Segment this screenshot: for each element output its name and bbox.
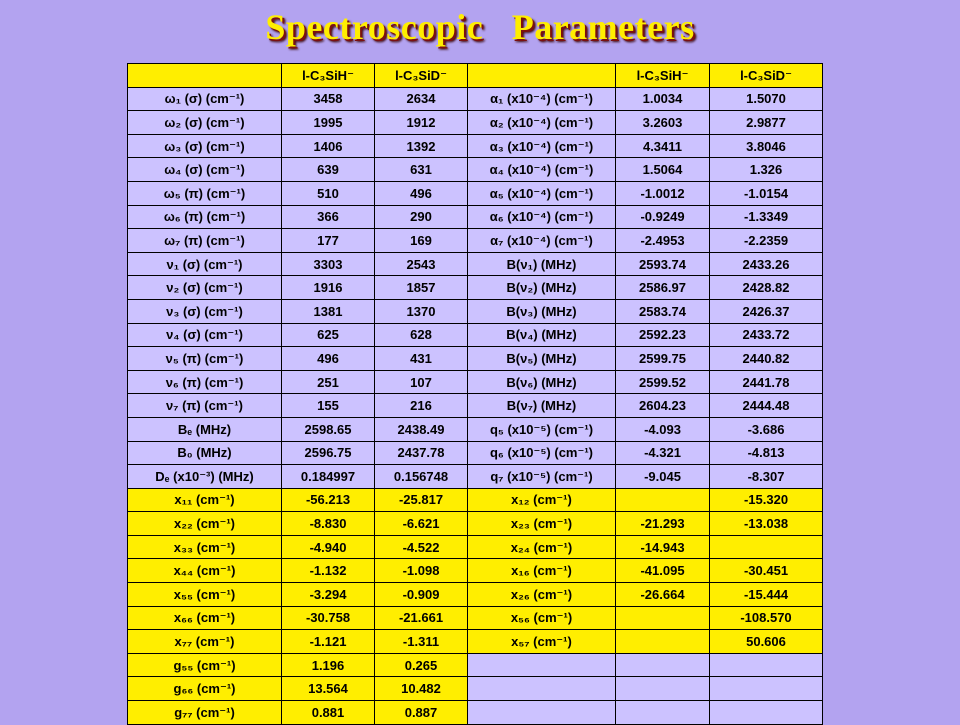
col-d-value-2: -108.570 [710,606,823,630]
row-label-2: q₅ (x10⁻⁵) (cm⁻¹) [468,417,616,441]
col-h-value-2: -0.9249 [616,205,710,229]
col-h-value: 3303 [282,252,375,276]
row-label-2: α₄ (x10⁻⁴) (cm⁻¹) [468,158,616,182]
row-label-2: x₂₄ (cm⁻¹) [468,535,616,559]
row-label: ν₂ (σ) (cm⁻¹) [128,276,282,300]
col-d-value-2 [710,677,823,701]
col-d-value: 1370 [375,299,468,323]
col-h-value-2: 2604.23 [616,394,710,418]
row-label: ν₄ (σ) (cm⁻¹) [128,323,282,347]
table-row [128,677,823,701]
col-h-value-2 [616,653,710,677]
parameters-table [127,63,823,725]
col-h-value-2: 1.0034 [616,87,710,111]
col-h-value-2: 4.3411 [616,134,710,158]
table-row [128,299,823,323]
col-d-value-2: 2441.78 [710,370,823,394]
col-d-value-2: 2.9877 [710,111,823,135]
col-h-value-2 [616,488,710,512]
col-h-value-2: -26.664 [616,583,710,607]
table-row [128,653,823,677]
column-header: l-C₃SiH⁻ [282,64,375,88]
row-label: ν₁ (σ) (cm⁻¹) [128,252,282,276]
row-label-2: B(ν₂) (MHz) [468,276,616,300]
col-h-value: 1381 [282,299,375,323]
col-d-value: 290 [375,205,468,229]
col-d-value: 2543 [375,252,468,276]
row-label-2: B(ν₇) (MHz) [468,394,616,418]
row-label: ω₂ (σ) (cm⁻¹) [128,111,282,135]
col-d-value: -25.817 [375,488,468,512]
row-label: x₄₄ (cm⁻¹) [128,559,282,583]
col-d-value-2: -1.3349 [710,205,823,229]
row-label-2 [468,701,616,725]
col-h-value-2: 2586.97 [616,276,710,300]
col-h-value-2 [616,701,710,725]
column-header: l-C₃SiD⁻ [710,64,823,88]
col-d-value: 107 [375,370,468,394]
col-h-value: -56.213 [282,488,375,512]
col-d-value-2 [710,535,823,559]
col-d-value-2 [710,701,823,725]
col-h-value: 0.881 [282,701,375,725]
col-h-value-2: 1.5064 [616,158,710,182]
column-header: l-C₃SiH⁻ [616,64,710,88]
row-label-2: q₇ (x10⁻⁵) (cm⁻¹) [468,465,616,489]
row-label: ω₆ (π) (cm⁻¹) [128,205,282,229]
col-h-value-2: 3.2603 [616,111,710,135]
col-h-value: 1995 [282,111,375,135]
row-label: ν₇ (π) (cm⁻¹) [128,394,282,418]
row-label-2: α₁ (x10⁻⁴) (cm⁻¹) [468,87,616,111]
row-label-2: x₅₇ (cm⁻¹) [468,630,616,654]
col-d-value-2: -30.451 [710,559,823,583]
col-d-value-2: -13.038 [710,512,823,536]
table-row [128,559,823,583]
col-h-value: 496 [282,347,375,371]
row-label: x₇₇ (cm⁻¹) [128,630,282,654]
col-h-value: 1406 [282,134,375,158]
col-d-value: -6.621 [375,512,468,536]
row-label-2: x₂₃ (cm⁻¹) [468,512,616,536]
row-label: ω₃ (σ) (cm⁻¹) [128,134,282,158]
column-header [128,64,282,88]
col-d-value: 216 [375,394,468,418]
col-h-value-2: -21.293 [616,512,710,536]
col-d-value-2: 3.8046 [710,134,823,158]
col-h-value-2: -4.321 [616,441,710,465]
column-header [468,64,616,88]
col-d-value: 0.156748 [375,465,468,489]
row-label: x₅₅ (cm⁻¹) [128,583,282,607]
table-row [128,465,823,489]
row-label: ω₅ (π) (cm⁻¹) [128,181,282,205]
col-d-value-2 [710,653,823,677]
row-label-2: α₅ (x10⁻⁴) (cm⁻¹) [468,181,616,205]
table-row [128,488,823,512]
col-h-value: 639 [282,158,375,182]
col-h-value-2: -9.045 [616,465,710,489]
col-h-value: 13.564 [282,677,375,701]
row-label: B₀ (MHz) [128,441,282,465]
col-d-value: 1392 [375,134,468,158]
row-label: ν₃ (σ) (cm⁻¹) [128,299,282,323]
col-h-value: 155 [282,394,375,418]
col-d-value: 1857 [375,276,468,300]
col-h-value: 1916 [282,276,375,300]
row-label: ω₄ (σ) (cm⁻¹) [128,158,282,182]
col-d-value-2: -3.686 [710,417,823,441]
row-label-2: B(ν₁) (MHz) [468,252,616,276]
row-label: g₇₇ (cm⁻¹) [128,701,282,725]
col-d-value: 2634 [375,87,468,111]
col-d-value: -1.098 [375,559,468,583]
col-h-value: 3458 [282,87,375,111]
col-d-value: 2437.78 [375,441,468,465]
table-row [128,252,823,276]
col-d-value: -1.311 [375,630,468,654]
table-row [128,441,823,465]
row-label: Bₑ (MHz) [128,417,282,441]
table-row [128,276,823,300]
row-label-2 [468,653,616,677]
row-label-2: α₃ (x10⁻⁴) (cm⁻¹) [468,134,616,158]
col-h-value-2 [616,677,710,701]
col-h-value-2: 2599.52 [616,370,710,394]
table-row [128,323,823,347]
col-d-value-2: 1.5070 [710,87,823,111]
col-d-value-2: 2440.82 [710,347,823,371]
col-h-value-2 [616,606,710,630]
col-h-value: 2596.75 [282,441,375,465]
col-d-value-2: 2428.82 [710,276,823,300]
table-row [128,606,823,630]
table-row [128,417,823,441]
row-label-2: α₆ (x10⁻⁴) (cm⁻¹) [468,205,616,229]
row-label: Dₑ (x10⁻³) (MHz) [128,465,282,489]
col-d-value-2: 2426.37 [710,299,823,323]
table-row [128,111,823,135]
row-label-2: x₅₆ (cm⁻¹) [468,606,616,630]
row-label: ω₇ (π) (cm⁻¹) [128,229,282,253]
col-d-value: 628 [375,323,468,347]
col-d-value: 431 [375,347,468,371]
col-h-value: 1.196 [282,653,375,677]
slide-title: Spectroscopic Parameters [265,7,695,47]
col-d-value-2: -2.2359 [710,229,823,253]
col-d-value-2: 2444.48 [710,394,823,418]
col-h-value-2: 2599.75 [616,347,710,371]
col-d-value: 2438.49 [375,417,468,441]
row-label: x₂₂ (cm⁻¹) [128,512,282,536]
col-d-value: 631 [375,158,468,182]
row-label-2: x₂₆ (cm⁻¹) [468,583,616,607]
col-h-value-2: -41.095 [616,559,710,583]
col-d-value-2: -15.320 [710,488,823,512]
table-row [128,630,823,654]
col-d-value: -4.522 [375,535,468,559]
table-row [128,394,823,418]
col-d-value: 496 [375,181,468,205]
col-d-value: 169 [375,229,468,253]
col-h-value: 510 [282,181,375,205]
col-d-value: -0.909 [375,583,468,607]
table-row [128,370,823,394]
row-label-2: α₂ (x10⁻⁴) (cm⁻¹) [468,111,616,135]
col-h-value-2 [616,630,710,654]
col-d-value-2: -15.444 [710,583,823,607]
col-d-value: -21.661 [375,606,468,630]
col-d-value: 0.887 [375,701,468,725]
col-h-value: -8.830 [282,512,375,536]
row-label: ν₆ (π) (cm⁻¹) [128,370,282,394]
row-label: ω₁ (σ) (cm⁻¹) [128,87,282,111]
row-label: ν₅ (π) (cm⁻¹) [128,347,282,371]
col-d-value-2: 2433.26 [710,252,823,276]
row-label-2: x₁₆ (cm⁻¹) [468,559,616,583]
table-row [128,205,823,229]
col-h-value: -1.132 [282,559,375,583]
col-h-value-2: -1.0012 [616,181,710,205]
col-h-value-2: -14.943 [616,535,710,559]
table-row [128,512,823,536]
row-label-2: B(ν₆) (MHz) [468,370,616,394]
table-row [128,535,823,559]
col-h-value: 251 [282,370,375,394]
row-label: g₅₅ (cm⁻¹) [128,653,282,677]
col-h-value: -1.121 [282,630,375,654]
row-label: g₆₆ (cm⁻¹) [128,677,282,701]
table-row [128,134,823,158]
col-h-value: -4.940 [282,535,375,559]
col-h-value-2: -4.093 [616,417,710,441]
col-d-value-2: 1.326 [710,158,823,182]
row-label-2: B(ν₄) (MHz) [468,323,616,347]
row-label-2 [468,677,616,701]
col-h-value: -3.294 [282,583,375,607]
col-h-value: 177 [282,229,375,253]
row-label-2: x₁₂ (cm⁻¹) [468,488,616,512]
header-row [128,64,823,88]
col-h-value: -30.758 [282,606,375,630]
table-row [128,583,823,607]
row-label-2: q₆ (x10⁻⁵) (cm⁻¹) [468,441,616,465]
col-d-value: 10.482 [375,677,468,701]
col-d-value-2: -8.307 [710,465,823,489]
column-header: l-C₃SiD⁻ [375,64,468,88]
row-label: x₆₆ (cm⁻¹) [128,606,282,630]
row-label-2: B(ν₅) (MHz) [468,347,616,371]
row-label: x₁₁ (cm⁻¹) [128,488,282,512]
row-label-2: α₇ (x10⁻⁴) (cm⁻¹) [468,229,616,253]
col-d-value-2: -4.813 [710,441,823,465]
row-label-2: B(ν₃) (MHz) [468,299,616,323]
table-row [128,87,823,111]
col-h-value-2: -2.4953 [616,229,710,253]
col-d-value-2: 2433.72 [710,323,823,347]
row-label: x₃₃ (cm⁻¹) [128,535,282,559]
col-h-value: 366 [282,205,375,229]
col-d-value: 0.265 [375,653,468,677]
table-row [128,158,823,182]
table-row [128,229,823,253]
col-h-value: 0.184997 [282,465,375,489]
table-row [128,347,823,371]
col-h-value-2: 2592.23 [616,323,710,347]
col-h-value-2: 2593.74 [616,252,710,276]
table-row [128,181,823,205]
col-h-value: 2598.65 [282,417,375,441]
col-d-value-2: -1.0154 [710,181,823,205]
table-row [128,701,823,725]
col-d-value: 1912 [375,111,468,135]
col-d-value-2: 50.606 [710,630,823,654]
col-h-value: 625 [282,323,375,347]
col-h-value-2: 2583.74 [616,299,710,323]
